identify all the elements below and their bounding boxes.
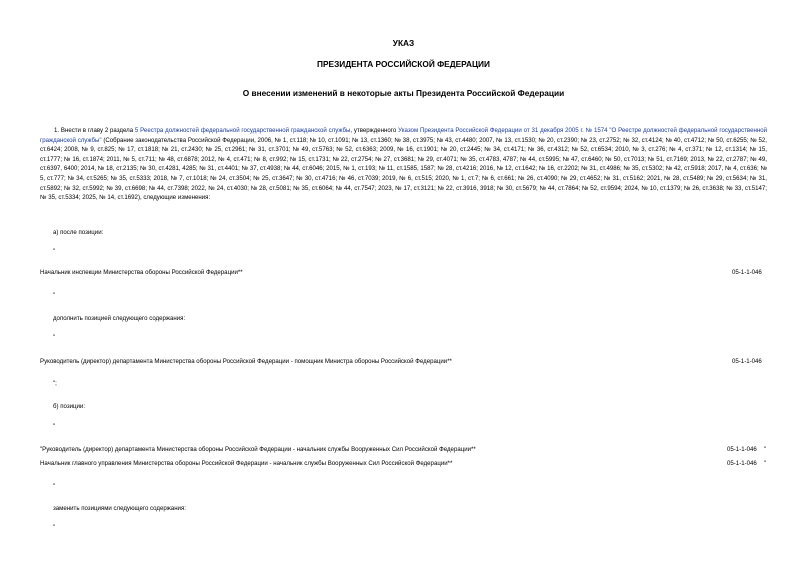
decree-link[interactable]: Указом Президента Российской Федерации от 31 декабря 2005 г. № 1574 (398, 127, 608, 134)
registry-link[interactable]: 5 Реестра должностей федеральной государственной гражданской службы (134, 127, 351, 134)
position-4-tail: " (764, 460, 767, 467)
position-1-name: Начальник инспекции Министерства обороны Российской Федерации** (40, 269, 243, 276)
open-quote-3: " (53, 423, 56, 430)
open-quote-2: " (53, 334, 56, 341)
open-quote-1: " (53, 248, 56, 255)
intro-text-4: (Собрание законодательства Российской Федерации, 2006, № 1, ст.118; № 10, ст.1091; № 13, ст.1360; № 38, ст.3975; № 43, ст.4480; 2007, № 13, ст.1530; № 20, ст.2390; № 23, ст.2752; № 32, ст.4124; № 40, ст.4712; № 50, ст.6255; № 52, ст.6424; 2008, № 9, ст.825; № 17, ст.1818; № 21, ст.2430; № 25, ст.2961; № 31, ст.3701; № 49, ст.5763; № 52, ст.6363; 2009, № 16, ст.1901; № 20, ст.2445; № 34, ст.4171; № 36, ст.4312; № 52, ст.6534; 2010, № 3, ст.276; № 4, ст.371; № 12, ст.1314; № 15, ст.1777; № 16, ст.1874; 2011, № 5, ст.711; № 48, ст.6878; 2012, № 4, ст.471; № 8, ст.992; № 15, ст.1731; № 22, ст.2754; № 27, ст.3681; № 29, ст.4071; № 35, ст.4783, 4787; № 44, ст.5995; № 47, ст.6460; № 50, ст.7013; № 51, ст.7169; 2013, № 22, ст.2787; № 49, ст.6397, 6400; 2014, № 18, ст.2135; № 30, ст.4281, 4285; № 31, ст.4401; № 37, ст.4938; № 44, ст.6046; 2015, № 1, ст.193; № 11, ст.1585, 1587; № 28, ст.4216; 2016, № 12, ст.1642; № 16, ст.2202; № 31, ст.4986; № 35, ст.5302; № 42, ст.5918; 2017, № 4, ст.636; № 5, ст.777; № 34, ст.5265; № 35, ст.5333; 2018, № 7, ст.1018; № 24, ст.3504; № 25, ст.3647; № 30, ст.4716; № 46, ст.7039; 2019, № 6, ст.515; 2020, № 1, ст.7; № 6, ст.661; № 26, ст.4090; № 29, ст.4652; № 31, ст.5162; 2021, № 28, ст.5489; № 29, ст.5634; № 31, ст.5892; № 32, ст.5992; № 39, ст.6698; № 44, ст.7398; 2022, № 24, ст.4030; № 28, ст.5081; № 35, ст.6064; № 44, ст.7547; 2023, № 17, ст.3121; № 22, ст.3916, 3918; № 30, ст.5679; № 44, ст.7864; № 52, ст.9594; 2024, № 10, ст.1379; № 26, ст.3638; № 33, ст.5147; № 35, ст.5334; 2025, № 14, ст.1692), следующие изменения: (40, 136, 767, 202)
intro-text-1: 1. Внести в главу 2 раздела (54, 127, 135, 134)
position-3-name: "Руководитель (директор) департамента Министерства обороны Российской Федерации - начальник службы Вооруженных Сил Российской Федерации** (40, 446, 476, 453)
item-a-label: а) после позиции: (53, 229, 104, 236)
close-quote-2: "; (53, 380, 57, 387)
intro-text-2: , утвержденного (350, 127, 399, 134)
position-2-code: 05-1-1-046 (732, 358, 762, 365)
position-1-code: 05-1-1-046 (732, 269, 762, 276)
close-quote-3: " (53, 483, 56, 490)
replace-label: заменить позициями следующего содержания: (53, 505, 186, 512)
doc-title: УКАЗ (392, 38, 415, 48)
doc-heading: О внесении изменений в некоторые акты Президента Российской Федерации (242, 88, 565, 98)
intro-paragraph (40, 126, 767, 203)
position-3-tail: " (764, 446, 767, 453)
close-quote-1: " (53, 292, 56, 299)
decree-title-link[interactable]: "О Реестре должностей федеральной государственной гражданской службы" (40, 127, 768, 144)
position-4-name: Начальник главного управления Министерства обороны Российской Федерации - начальник службы Вооруженных Сил Российской Федерации** (40, 460, 453, 467)
item-b-label: б) позиции: (53, 403, 86, 410)
position-4-code: 05-1-1-046 (727, 460, 757, 467)
doc-subtitle: ПРЕЗИДЕНТА РОССИЙСКОЙ ФЕДЕРАЦИИ (317, 59, 490, 69)
position-3-code: 05-1-1-046 (727, 446, 757, 453)
add-position-label: дополнить позицией следующего содержания: (53, 315, 186, 322)
open-quote-4: " (53, 524, 56, 531)
position-2-name: Руководитель (директор) департамента Министерства обороны Российской Федерации - помощник Министра обороны Российской Федерации** (40, 358, 452, 365)
